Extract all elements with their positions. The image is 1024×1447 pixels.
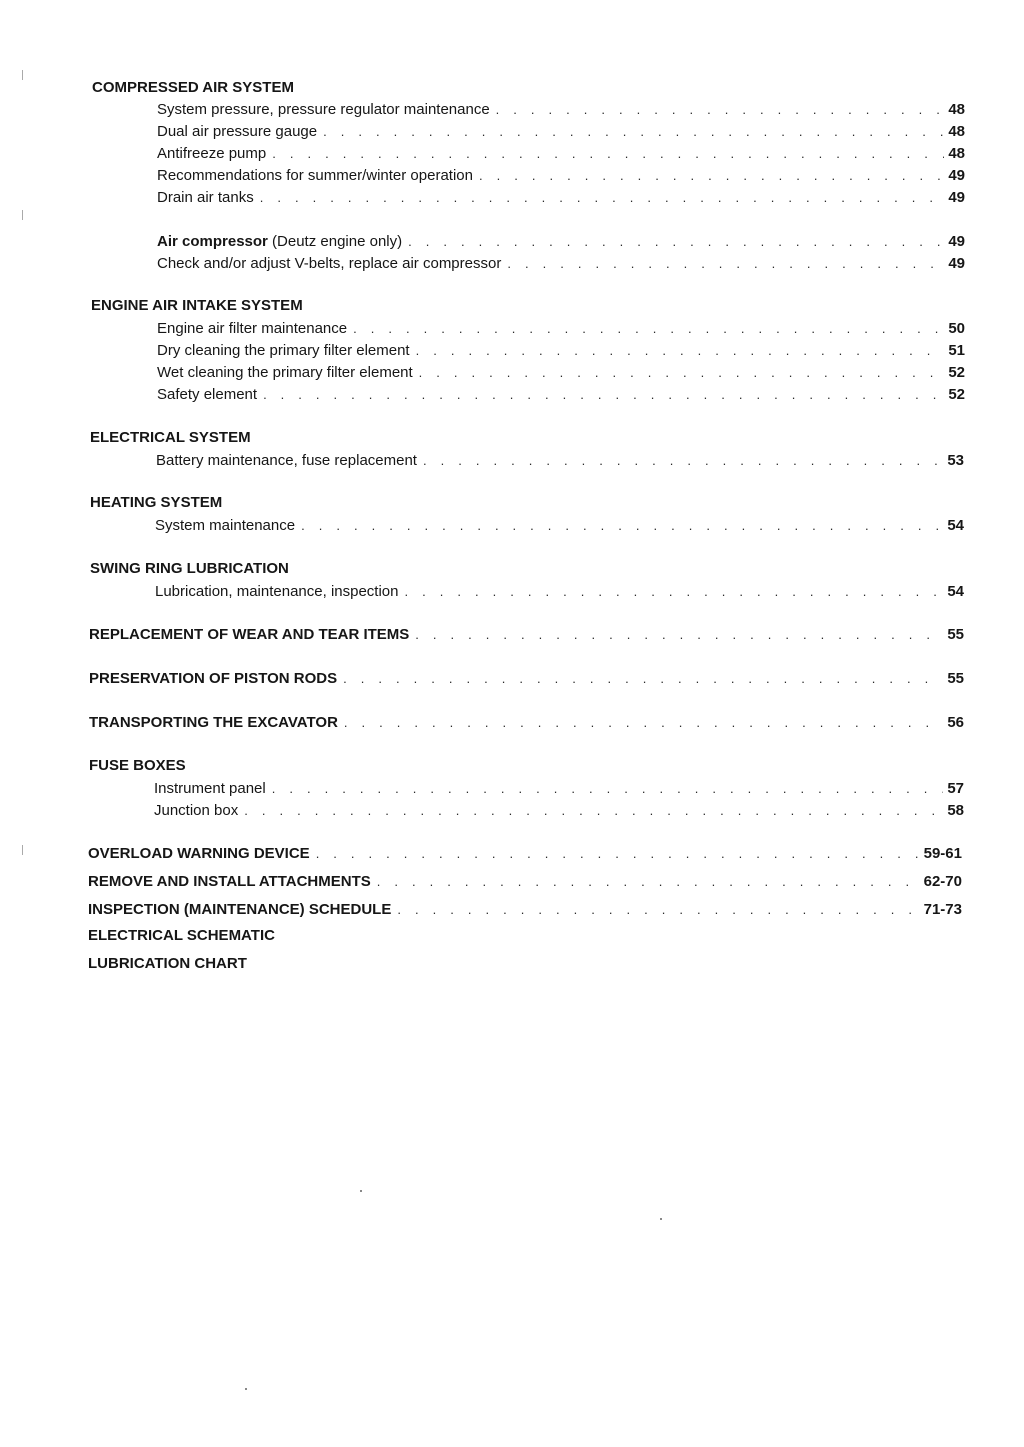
toc-entry (155, 515, 964, 537)
toc-entry (157, 318, 965, 340)
toc-entry-label: Safety element (157, 386, 258, 403)
leader-dots (260, 187, 945, 209)
toc-entry-page: 49 (948, 167, 965, 184)
leader-dots (377, 871, 920, 893)
leader-dots (416, 340, 945, 362)
leader-dots (479, 165, 944, 187)
scan-mark (22, 845, 23, 855)
toc-entry-label-rest: (Deutz engine only) (267, 233, 403, 250)
toc-entry-label: Recommendations for summer/winter operation (157, 167, 473, 184)
toc-entry-page: 54 (947, 517, 964, 534)
toc-entry (155, 581, 964, 603)
leader-dots (323, 121, 944, 143)
toc-entry-label: Antifreeze pump (157, 145, 267, 162)
section-heading-swing-ring: SWING RING LUBRICATION (90, 560, 289, 577)
toc-entry-page: 48 (948, 145, 965, 162)
toc-entry-page: 58 (947, 802, 964, 819)
section-heading-heating: HEATING SYSTEM (90, 494, 223, 511)
toc-entry-page: 57 (947, 780, 964, 797)
toc-entry (157, 99, 965, 121)
toc-entry-page: 49 (948, 255, 965, 272)
leader-dots (419, 362, 945, 384)
toc-entry-label: System pressure, pressure regulator maintenance (157, 101, 490, 118)
toc-entry (154, 800, 964, 822)
scan-mark (22, 70, 23, 80)
toc-entry-label: Lubrication, maintenance, inspection (155, 583, 399, 600)
toc-entry-page: 55 (947, 626, 964, 643)
toc-entry (157, 187, 965, 209)
leader-dots (263, 384, 944, 406)
toc-entry-page: 52 (948, 364, 965, 381)
toc-entry-page: 56 (947, 714, 964, 731)
toc-entry-electrical-schematic: ELECTRICAL SCHEMATIC (88, 927, 275, 944)
toc-entry-overload (88, 843, 962, 865)
toc-entry-transporting (89, 712, 964, 734)
toc-entry-page: 51 (948, 342, 965, 359)
leader-dots (272, 778, 944, 800)
toc-entry-page: 48 (948, 101, 965, 118)
toc-entry-attachments (88, 871, 962, 893)
leader-dots (496, 99, 945, 121)
toc-entry-wear-tear (89, 624, 964, 646)
toc-entry-label: TRANSPORTING THE EXCAVATOR (89, 714, 338, 731)
toc-entry-page: 50 (948, 320, 965, 337)
toc-entry-label: PRESERVATION OF PISTON RODS (89, 670, 338, 687)
toc-entry-label: Engine air filter maintenance (157, 320, 348, 337)
toc-entry (154, 778, 964, 800)
leader-dots (353, 318, 944, 340)
section-heading-compressed-air: COMPRESSED AIR SYSTEM (92, 79, 294, 96)
toc-entry (157, 143, 965, 165)
toc-entry-label: Instrument panel (154, 780, 266, 797)
toc-entry (157, 121, 965, 143)
toc-entry-label-bold: Air compressor (157, 233, 268, 250)
toc-entry-label: Dry cleaning the primary filter element (157, 342, 410, 359)
leader-dots (405, 581, 944, 603)
toc-entry-page: 52 (948, 386, 965, 403)
toc-entry-label: Wet cleaning the primary filter element (157, 364, 413, 381)
toc-entry-label: Battery maintenance, fuse replacement (156, 452, 417, 469)
leader-dots (272, 143, 944, 165)
leader-dots (415, 624, 943, 646)
toc-entry-page: 55 (947, 670, 964, 687)
toc-entry-label: Drain air tanks (157, 189, 254, 206)
scan-speck (245, 1388, 247, 1390)
toc-entry-page: 48 (948, 123, 965, 140)
leader-dots (301, 515, 943, 537)
toc-entry-label: REPLACEMENT OF WEAR AND TEAR ITEMS (89, 626, 410, 643)
toc-entry (156, 450, 964, 472)
toc-entry (157, 165, 965, 187)
scan-speck (360, 1190, 362, 1192)
toc-entry-page: 53 (947, 452, 964, 469)
toc-entry-air-compressor (157, 231, 965, 253)
scan-mark (22, 210, 23, 220)
leader-dots (423, 450, 943, 472)
toc-entry-label: Junction box (154, 802, 239, 819)
toc-entry-inspection (88, 899, 962, 921)
toc-entry-label: OVERLOAD WARNING DEVICE (88, 845, 310, 862)
toc-entry-page: 59-61 (923, 845, 962, 862)
scan-speck (660, 1218, 662, 1220)
toc-entry-label: INSPECTION (MAINTENANCE) SCHEDULE (88, 901, 392, 918)
toc-entry (157, 253, 965, 275)
toc-entry-label: Dual air pressure gauge (157, 123, 318, 140)
toc-entry-piston-rods (89, 668, 964, 690)
section-heading-fuse-boxes: FUSE BOXES (89, 757, 186, 774)
toc-entry (157, 362, 965, 384)
toc-entry (157, 340, 965, 362)
toc-entry-page: 49 (948, 233, 965, 250)
toc-entry-page: 49 (948, 189, 965, 206)
toc-entry-label (157, 231, 408, 253)
toc-entry-label: System maintenance (155, 517, 296, 534)
leader-dots (244, 800, 943, 822)
toc-entry-page: 54 (947, 583, 964, 600)
leader-dots (344, 712, 943, 734)
toc-entry-lubrication-chart: LUBRICATION CHART (88, 955, 247, 972)
toc-entry-page: 62-70 (923, 873, 962, 890)
toc-entry-page: 71-73 (923, 901, 962, 918)
toc-entry (157, 384, 965, 406)
leader-dots (507, 253, 944, 275)
leader-dots (316, 843, 920, 865)
leader-dots (408, 231, 944, 253)
section-heading-engine-air-intake: ENGINE AIR INTAKE SYSTEM (91, 297, 303, 314)
leader-dots (397, 899, 919, 921)
section-heading-electrical: ELECTRICAL SYSTEM (90, 429, 251, 446)
toc-entry-label: REMOVE AND INSTALL ATTACHMENTS (88, 873, 371, 890)
leader-dots (343, 668, 943, 690)
toc-entry-label: Check and/or adjust V-belts, replace air compressor (157, 255, 502, 272)
